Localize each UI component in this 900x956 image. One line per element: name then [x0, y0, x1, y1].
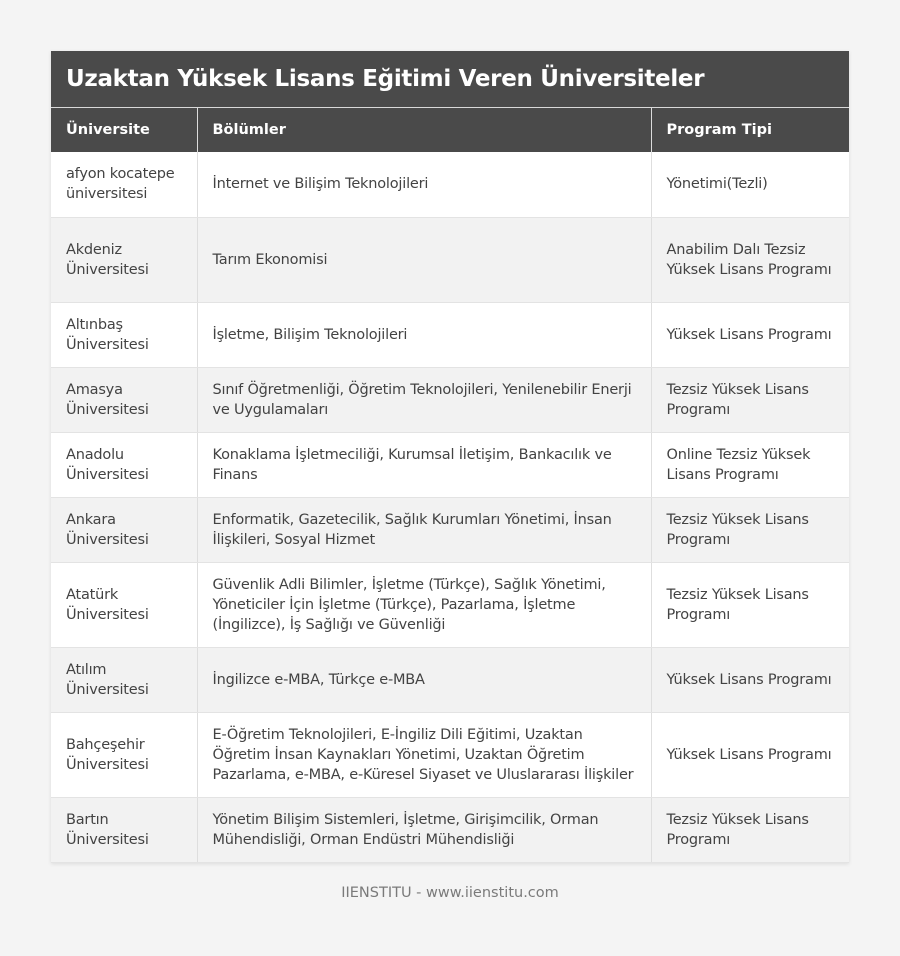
cell-bolumler: İngilizce e-MBA, Türkçe e-MBA [197, 647, 651, 712]
cell-bolumler: E-Öğretim Teknolojileri, E-İngiliz Dili Eğitimi, Uzaktan Öğretim İnsan Kaynakları Yönetimi, Uzaktan Öğretim Pazarlama, e-MBA, e-Küresel Siyaset ve Uluslararası İlişkiler [197, 712, 651, 797]
cell-bolumler: Enformatik, Gazetecilik, Sağlık Kurumları Yönetimi, İnsan İlişkileri, Sosyal Hizmet [197, 497, 651, 562]
cell-program-tipi: Tezsiz Yüksek Lisans Programı [651, 562, 849, 647]
cell-program-tipi: Yönetimi(Tezli) [651, 152, 849, 217]
cell-program-tipi: Yüksek Lisans Programı [651, 647, 849, 712]
table-row [51, 712, 849, 797]
cell-universite: Akdeniz Üniversitesi [51, 217, 197, 302]
table-row [51, 302, 849, 367]
cell-program-tipi: Anabilim Dalı Tezsiz Yüksek Lisans Programı [651, 217, 849, 302]
cell-universite: Bahçeşehir Üniversitesi [51, 712, 197, 797]
cell-bolumler: İnternet ve Bilişim Teknolojileri [197, 152, 651, 217]
cell-universite: Altınbaş Üniversitesi [51, 302, 197, 367]
cell-universite: Amasya Üniversitesi [51, 367, 197, 432]
table-row [51, 797, 849, 862]
cell-universite: Ankara Üniversitesi [51, 497, 197, 562]
cell-universite: Atatürk Üniversitesi [51, 562, 197, 647]
column-header-program-tipi: Program Tipi [651, 108, 849, 152]
table-header-row [51, 108, 849, 152]
cell-universite: Bartın Üniversitesi [51, 797, 197, 862]
cell-bolumler: Yönetim Bilişim Sistemleri, İşletme, Girişimcilik, Orman Mühendisliği, Orman Endüstri Mühendisliği [197, 797, 651, 862]
table-row [51, 647, 849, 712]
cell-program-tipi: Online Tezsiz Yüksek Lisans Programı [651, 432, 849, 497]
cell-program-tipi: Tezsiz Yüksek Lisans Programı [651, 797, 849, 862]
cell-bolumler: Konaklama İşletmeciliği, Kurumsal İletişim, Bankacılık ve Finans [197, 432, 651, 497]
table-row [51, 367, 849, 432]
cell-program-tipi: Yüksek Lisans Programı [651, 302, 849, 367]
table-row [51, 562, 849, 647]
column-header-bolumler: Bölümler [197, 108, 651, 152]
cell-program-tipi: Tezsiz Yüksek Lisans Programı [651, 367, 849, 432]
table-title: Uzaktan Yüksek Lisans Eğitimi Veren Üniversiteler [51, 51, 849, 108]
cell-bolumler: İşletme, Bilişim Teknolojileri [197, 302, 651, 367]
cell-universite: Atılım Üniversitesi [51, 647, 197, 712]
cell-universite: Anadolu Üniversitesi [51, 432, 197, 497]
cell-universite: afyon kocatepe üniversitesi [51, 152, 197, 217]
universities-table-card [51, 51, 849, 863]
table-row [51, 497, 849, 562]
footer-credit: IIENSTITU - www.iienstitu.com [341, 885, 559, 901]
cell-program-tipi: Yüksek Lisans Programı [651, 712, 849, 797]
column-header-universite: Üniversite [51, 108, 197, 152]
universities-table [51, 108, 849, 863]
table-row [51, 432, 849, 497]
cell-bolumler: Tarım Ekonomisi [197, 217, 651, 302]
table-row [51, 217, 849, 302]
cell-bolumler: Sınıf Öğretmenliği, Öğretim Teknolojileri, Yenilenebilir Enerji ve Uygulamaları [197, 367, 651, 432]
cell-program-tipi: Tezsiz Yüksek Lisans Programı [651, 497, 849, 562]
table-row [51, 152, 849, 217]
cell-bolumler: Güvenlik Adli Bilimler, İşletme (Türkçe), Sağlık Yönetimi, Yöneticiler İçin İşletme (Türkçe), Pazarlama, İşletme (İngilizce), İş Sağlığı ve Güvenliği [197, 562, 651, 647]
